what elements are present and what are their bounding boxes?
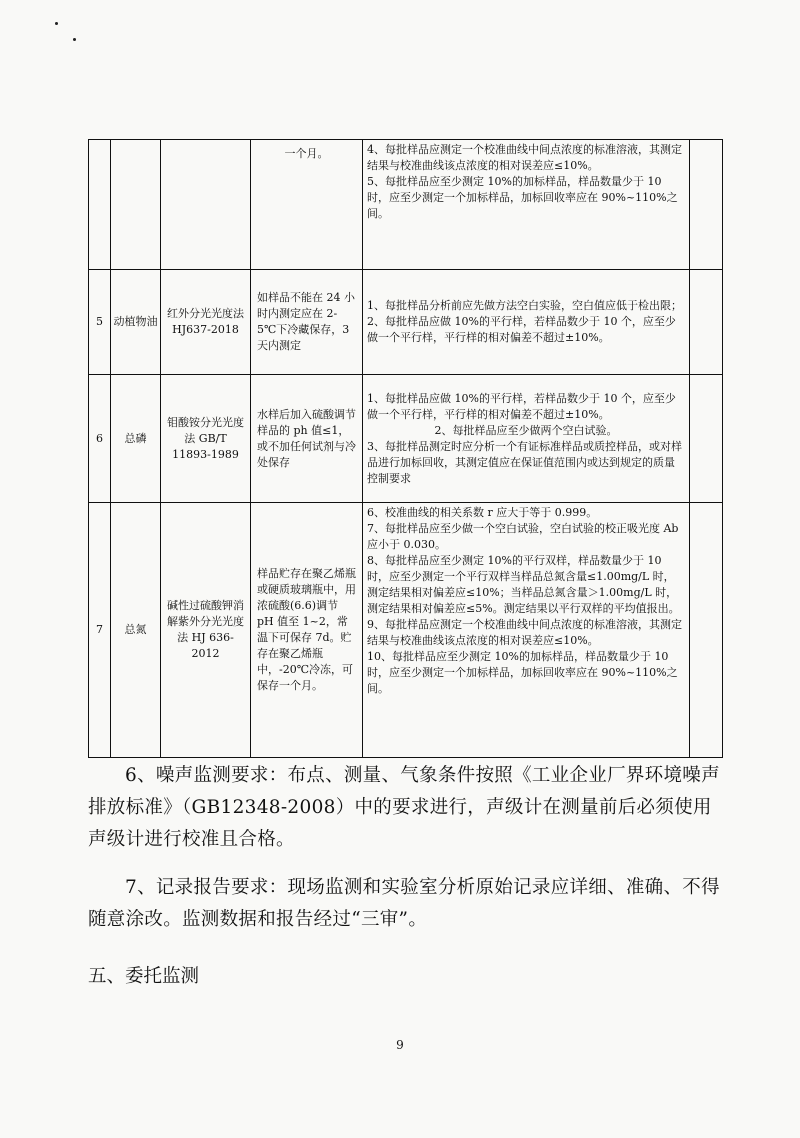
preservation-method: 如样品不能在 24 小时内测定应在 2-5℃下冷藏保存，3 天内测定 <box>251 270 363 375</box>
qc-item: 1、每批样品应做 10%的平行样，若样品数少于 10 个，应至少做一个平行样，平行样的相对偏差不超过±10%。 <box>367 391 676 421</box>
analysis-method: 红外分光光度法 HJ637-2018 <box>161 270 251 375</box>
scan-speck <box>73 38 76 41</box>
preservation-method: 一个月。 <box>251 140 363 270</box>
remarks-cell <box>690 375 723 503</box>
qc-item: 2、每批样品应做 10%的平行样，若样品数少于 10 个，应至少做一个平行样，平行样的相对偏差不超过±10%。 <box>367 315 676 344</box>
noise-monitoring-paragraph: 6、噪声监测要求：布点、测量、气象条件按照《工业企业厂界环境噪声排放标准》（GB12348-2008）中的要求进行，声级计在测量前后必须使用声级计进行校准且合格。 <box>88 765 720 850</box>
qc-item: 10、每批样品应至少测定 10%的加标样品，样品数量少于 10 时，应至少测定一个加标样品，加标回收率应在 90%~110%之间。 <box>367 650 678 695</box>
qc-item: 7、每批样品应至少做一个空白试验，空白试验的校正吸光度 Ab 应小于 0.030。 <box>367 522 679 551</box>
table-row <box>89 270 723 375</box>
analysis-method: 碱性过硫酸钾消解紫外分光光度法 HJ 636-2012 <box>161 503 251 758</box>
qc-requirements <box>363 140 690 270</box>
qc-item: 8、每批样品应至少测定 10%的平行双样，样品数量少于 10 时，应至少测定一个平行双样当样品总氮含量≤1.00mg/L 时，测定结果相对偏差应≤10%；当样品总氮含量＞1.00mg/L 时，测定结果相对偏差应≤5%。测定结果以平行双样的平均值报出。 <box>367 554 680 615</box>
analysis-method <box>161 140 251 270</box>
quality-control-table <box>88 139 723 758</box>
remarks-cell <box>690 503 723 758</box>
scan-speck <box>55 22 58 25</box>
qc-requirements <box>363 503 690 758</box>
remarks-cell <box>690 140 723 270</box>
row-number: 6 <box>89 375 111 503</box>
table-row <box>89 140 723 270</box>
item-name: 动植物油 <box>111 270 161 375</box>
qc-item: 9、每批样品应测定一个校准曲线中间点浓度的标准溶液，其测定结果与校准曲线该点浓度的相对误差应≤10%。 <box>367 618 682 647</box>
qc-item: 1、每批样品分析前应先做方法空白实验，空白值应低于检出限； <box>367 299 682 312</box>
row-number: 5 <box>89 270 111 375</box>
qc-requirements <box>363 270 690 375</box>
qc-item: 6、校准曲线的相关系数 r 应大于等于 0.999。 <box>367 506 598 519</box>
row-number: 7 <box>89 503 111 758</box>
remarks-cell <box>690 270 723 375</box>
preservation-method: 样品贮存在聚乙烯瓶或硬质玻璃瓶中，用浓硫酸(6.6)调节 pH 值至 1~2，常温下可保存 7d。贮存在聚乙烯瓶中，-20℃冷冻，可保存一个月。 <box>251 503 363 758</box>
qc-requirements <box>363 375 690 503</box>
preservation-method: 水样后加入硫酸调节样品的 ph 值≤1，或不加任何试剂与冷处保存 <box>251 375 363 503</box>
record-report-paragraph: 7、记录报告要求：现场监测和实验室分析原始记录应详细、准确、不得随意涂改。监测数据和报告经过“三审”。 <box>88 877 720 930</box>
qc-item: 5、每批样品应至少测定 10%的加标样品，样品数量少于 10 时，应至少测定一个加标样品，加标回收率应在 90%~110%之间。 <box>367 175 678 220</box>
row-number <box>89 140 111 270</box>
qc-item: 3、每批样品测定时应分析一个有证标准样品或质控样品，或对样品进行加标回收，其测定值应在保证值范围内或达到规定的质量控制要求 <box>367 439 682 485</box>
table-row <box>89 375 723 503</box>
qc-item: 4、每批样品应测定一个校准曲线中间点浓度的标准溶液，其测定结果与校准曲线该点浓度的相对误差应≤10%。 <box>367 143 682 172</box>
analysis-method: 钼酸铵分光光度法 GB/T 11893-1989 <box>161 375 251 503</box>
qc-item: 2、每批样品应至少做两个空白试验。 <box>434 423 618 437</box>
page-number: 9 <box>396 1038 404 1052</box>
table-row <box>89 503 723 758</box>
item-name: 总磷 <box>111 375 161 503</box>
item-name: 总氮 <box>111 503 161 758</box>
section-heading: 五、委托监测 <box>88 966 200 987</box>
item-name <box>111 140 161 270</box>
